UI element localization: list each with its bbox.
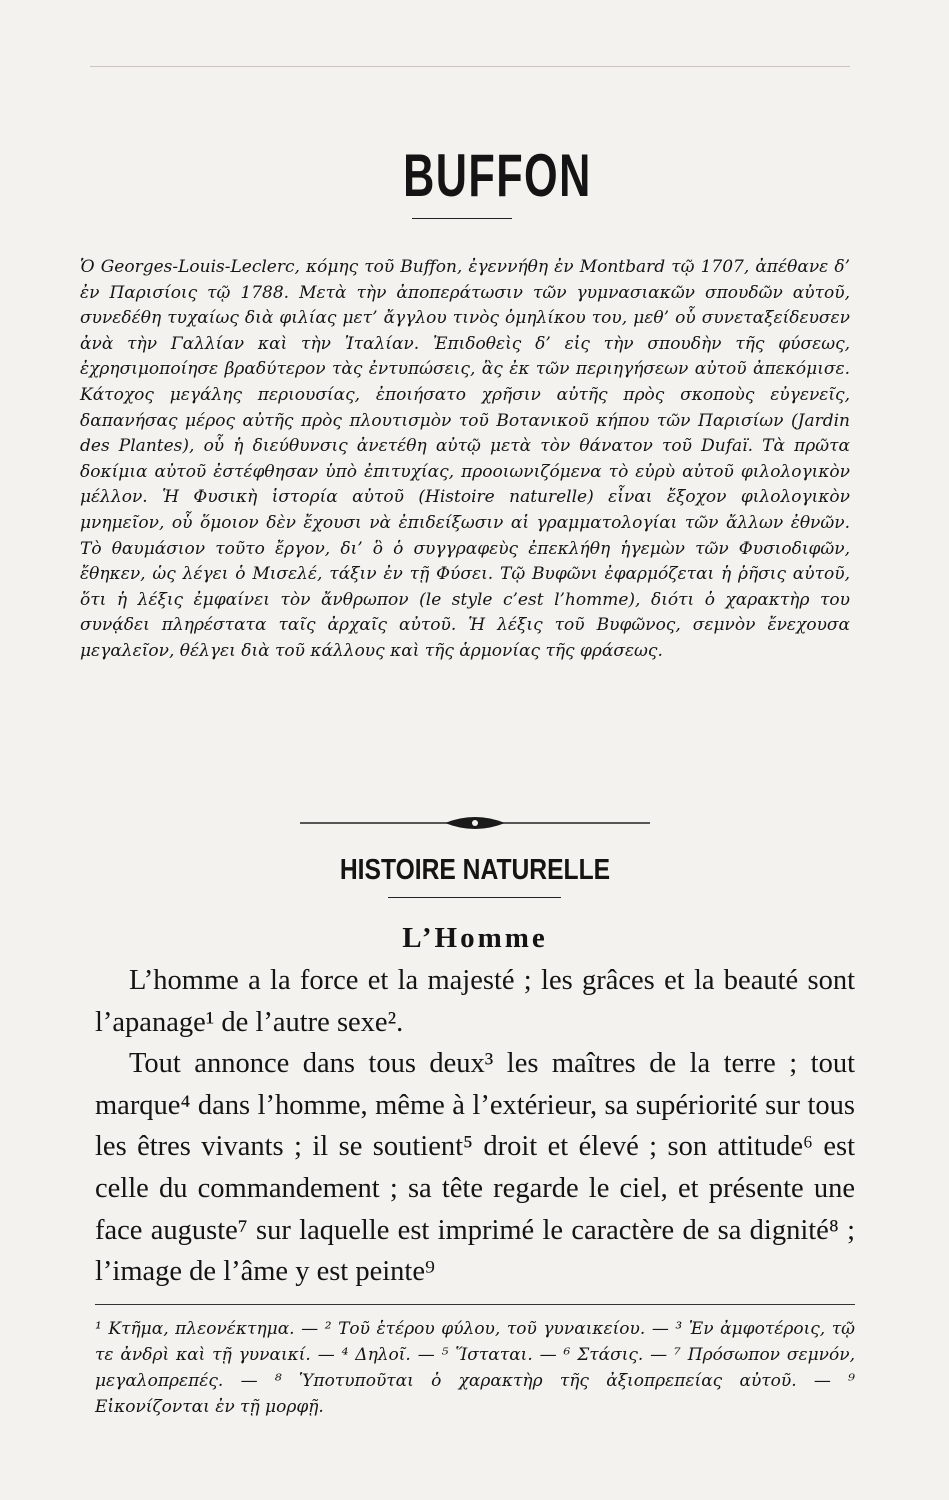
section-subtitle: L’Homme	[402, 922, 548, 954]
paragraph: Tout annonce dans tous deux³ les maîtres de la terre ; tout marque⁴ dans l’homme, même à l’extérieur, sa supériorité sur tous les êtres vivants ; il se soutient⁵ droit et élevé ; son attitude⁶ est celle du commandement ; sa tête regarde le ciel, et présente une face auguste⁷ sur laquelle est imprimé le caractère de sa dignité⁸ ; l’image de l’âme y est peinte⁹	[95, 1048, 855, 1288]
main-text	[95, 960, 855, 1293]
page-title: BUFFON	[403, 142, 592, 209]
paragraph: L’homme a la force et la majesté ; les grâces et la beauté sont l’apanage¹ de l’autre sexe².	[95, 965, 855, 1038]
title-rule	[412, 218, 512, 219]
section-title-rule	[388, 897, 561, 898]
section-title: HISTOIRE NATURELLE	[339, 854, 611, 886]
bleed-through-rule	[90, 66, 850, 67]
footnotes: ¹ Κτῆμα, πλεονέκτημα. — ² Τοῦ ἑτέρου φύλου, τοῦ γυναικείου. — ³ Ἐν ἀμφοτέροις, τῷ τε ἀνδρὶ καὶ τῇ γυναικί. — ⁴ Δηλοῖ. — ⁵ Ἵσταται. — ⁶ Στάσις. — ⁷ Πρόσωπον σεμνόν, μεγαλοπρεπές. — ⁸ Ὑποτυποῦται ὁ χαρακτὴρ τῆς ἀξιοπρεπείας αὐτοῦ. — ⁹ Εἰκονίζονται ἐν τῇ μορφῇ.	[95, 1319, 855, 1417]
biography-paragraph: Ὁ Georges-Louis-Leclerc, κόμης τοῦ Buffon, ἐγεννήθη ἐν Montbard τῷ 1707, ἀπέθανε δ’ ἐν Παρισίοις τῷ 1788. Μετὰ τὴν ἀποπεράτωσιν τῶν γυμνασιακῶν σπουδῶν αὐτοῦ, συνεδέθη τυχαίως διὰ φιλίας μετ’ ἄγγλου τινὸς ὁμηλίκου του, μεθ’ οὗ συνεταξείδευσεν ἀνὰ τὴν Γαλλίαν καὶ τὴν Ἰταλίαν. Ἐπιδοθεὶς δ’ εἰς τὴν σπουδὴν τῆς φύσεως, ἐχρησιμοποίησε βραδύτερον τὰς ἐντυπώσεις, ἃς ἐκ τῶν περιηγήσεων αὐτοῦ ἀπεκόμισε. Κάτοχος μεγάλης περιουσίας, ἐποιήσατο χρῆσιν αὐτῆς πρὸς σκοποὺς εὐγενεῖς, δαπανήσας μέρος αὐτῆς πρὸς πλουτισμὸν τοῦ Βοτανικοῦ κήπου τῶν Παρισίων (Jardin des Plantes), οὗ ἡ διεύθυνσις ἀνετέθη αὐτῷ μετὰ τὸν θάνατον τοῦ Dufaï. Τὰ πρῶτα δοκίμια αὐτοῦ ἐστέφθησαν ὑπὸ ἐπιτυχίας, προοιωνιζόμενα τὸ εὐρὺ αὐτοῦ φιλολογικὸν μέλλον. Ἡ Φυσικὴ ἱστορία αὐτοῦ (Histoire naturelle) εἶναι ἔξοχον φιλολογικὸν μνημεῖον, οὗ ὅμοιον δὲν ἔχουσι νὰ ἐπιδείξωσιν αἱ γραμματολογίαι τῶν ἄλλων ἐθνῶν. Τὸ θαυμάσιον τοῦτο ἔργον, δι’ ὃ ὁ συγγραφεὺς ἐπεκλήθη ἡγεμὼν τῶν Φυσιοδιφῶν, ἔθηκεν, ὡς λέγει ὁ Μισελέ, τάξιν ἐν τῇ Φύσει. Τῷ Βυφῶνι ἐφαρμόζεται ἡ ῥῆσις αὐτοῦ, ὅτι ἡ λέξις ἐμφαίνει τὸν ἄνθρωπον (le style c’est l’homme), διότι ὁ χαρακτὴρ του συνᾴδει πληρέστατα ταῖς ἀρχαῖς αὐτοῦ. Ἡ λέξις τοῦ Βυφῶνος, σεμνὸν ἔνεχουσα μεγαλεῖον, θέλγει διὰ τοῦ κάλλους καὶ τῆς ἁρμονίας τῆς φράσεως.	[80, 257, 850, 661]
ornament-divider	[300, 811, 650, 835]
footnote-rule	[95, 1304, 855, 1305]
